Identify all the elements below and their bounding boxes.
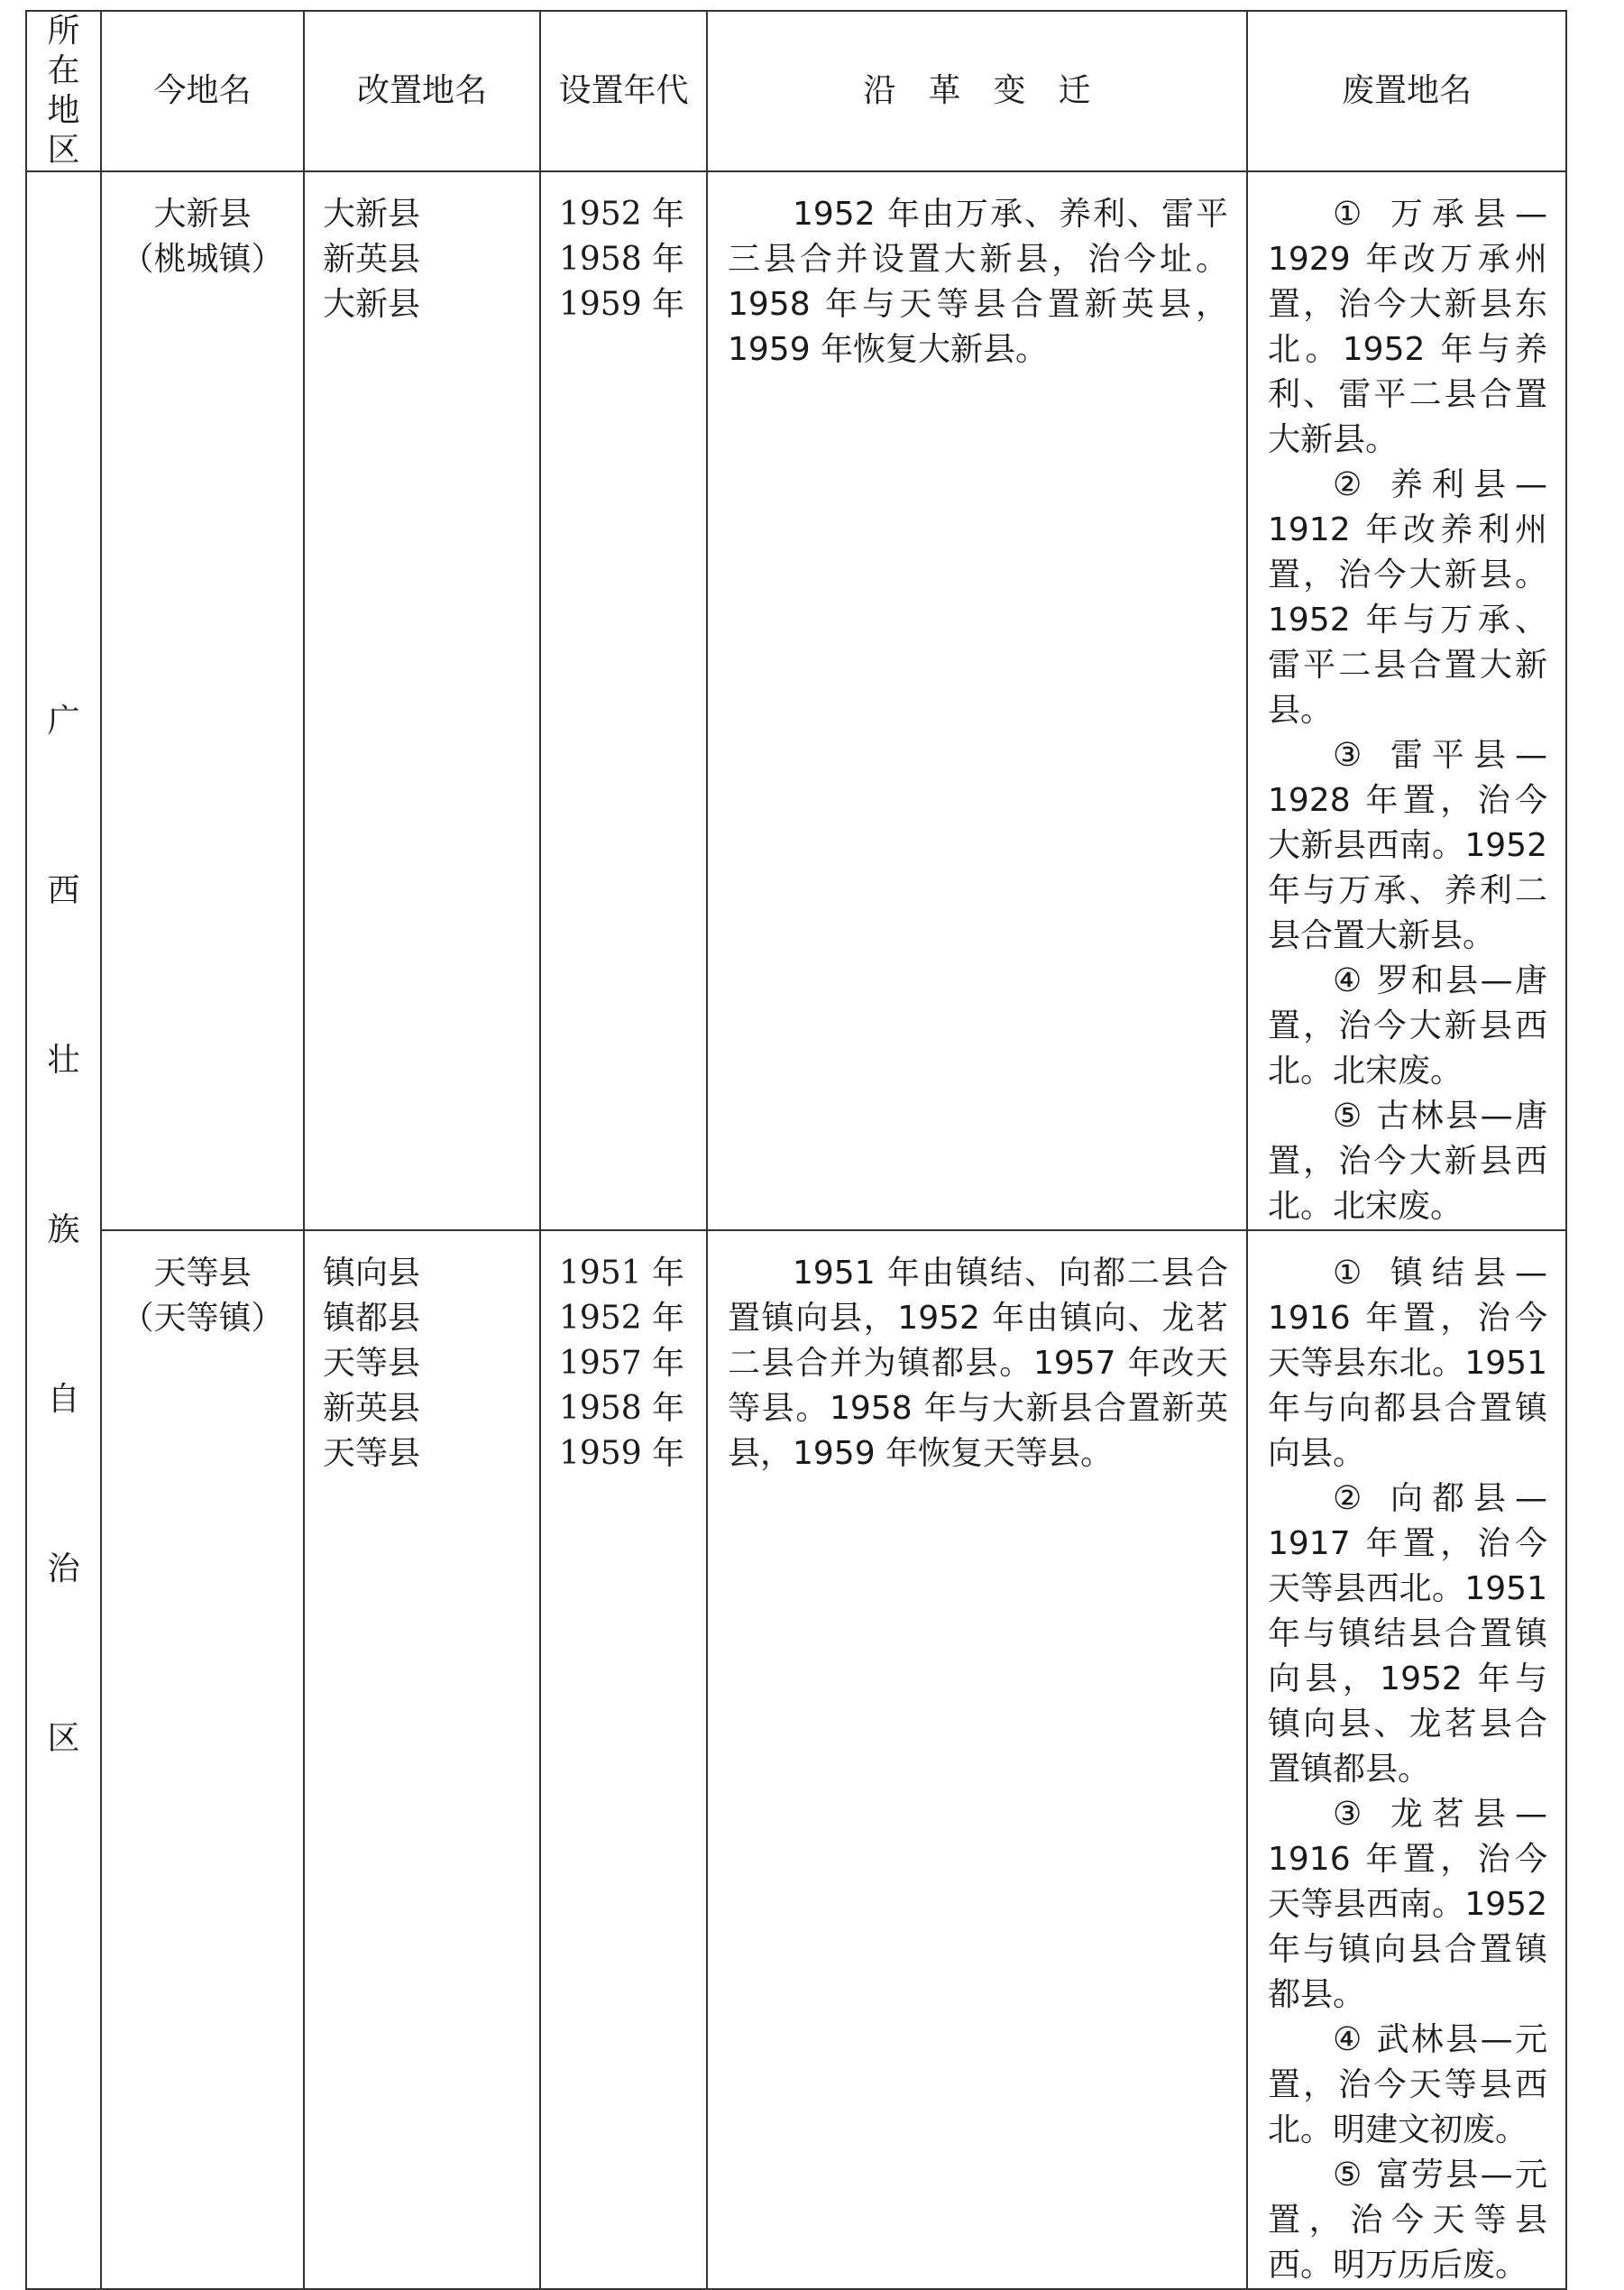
abolished-entry: ② 养利县—1912 年改养利州置，治今大新县。1952 年与万承、雷平二县合置大新县。 (1268, 466, 1547, 729)
current-name: 天等县 (153, 1255, 252, 1292)
renamed-name: 新英县 (323, 1390, 421, 1427)
renamed-name: 天等县 (323, 1435, 421, 1472)
renamed-name: 镇向县 (323, 1255, 421, 1292)
abolished-entry: ② 向都县—1917 年置，治今天等县西北。1951 年与镇结县合置镇向县，1952 年与镇向县、龙茗县合置镇都县。 (1268, 1480, 1547, 1788)
abolished-entry: ④ 罗和县—唐置，治今大新县西北。北宋废。 (1268, 962, 1547, 1090)
renamed-name: 天等县 (323, 1345, 421, 1382)
year-value: 1959 年 (559, 1435, 685, 1472)
table-row (26, 1230, 1566, 2289)
abolished-entry: ③ 雷平县—1928 年置，治今大新县西南。1952 年与万承、养利二县合置大新县。 (1268, 737, 1547, 954)
county-seat: （桃城镇） (121, 241, 284, 278)
year-cell (540, 1230, 707, 2289)
year-value: 1959 年 (559, 286, 685, 323)
header-row (26, 11, 1566, 171)
year-value: 1952 年 (559, 1300, 685, 1337)
history-cell (707, 1230, 1247, 2289)
header-current-name: 今地名 (101, 11, 304, 171)
renamed-cell (304, 171, 540, 1230)
renamed-name: 大新县 (323, 286, 421, 323)
abolished-cell (1247, 171, 1566, 1230)
abolished-cell (1247, 1230, 1566, 2289)
abolished-entry: ③ 龙茗县—1916 年置，治今天等县西南。1952 年与镇向县合置镇都县。 (1268, 1796, 1547, 2013)
county-seat: （天等镇） (121, 1300, 284, 1337)
year-cell (540, 171, 707, 1230)
renamed-cell (304, 1230, 540, 2289)
abolished-entry: ① 镇结县—1916 年置，治今天等县东北。1951 年与向都县合置镇向县。 (1268, 1255, 1547, 1472)
abolished-entry: ⑤ 富劳县—元置，治今天等县西。明万历后废。 (1268, 2157, 1547, 2284)
region-cell (26, 171, 101, 2289)
current-name-cell (101, 171, 304, 1230)
renamed-name: 新英县 (323, 241, 421, 278)
abolished-entry: ① 万承县—1929 年改万承州置，治今大新县东北。1952 年与养利、雷平二县合置大新县。 (1268, 196, 1547, 458)
current-name: 大新县 (153, 196, 252, 233)
region-char: 区 (47, 1720, 80, 1757)
year-value: 1957 年 (559, 1345, 685, 1382)
abolished-entry: ⑤ 古林县—唐置，治今大新县西北。北宋废。 (1268, 1098, 1547, 1225)
year-value: 1958 年 (559, 1390, 685, 1427)
current-name-cell (101, 1230, 304, 2289)
admin-division-table (25, 10, 1567, 2290)
region-char: 广 (47, 703, 80, 740)
header-renamed: 改置地名 (304, 11, 540, 171)
history-text: 1952 年由万承、养利、雷平三县合并设置大新县，治今址。1958 年与天等县合置新英县，1959 年恢复大新县。 (728, 196, 1228, 368)
renamed-name: 大新县 (323, 196, 421, 233)
table-row (26, 171, 1566, 1230)
region-char: 族 (47, 1211, 80, 1248)
header-history: 沿 革 变 迁 (707, 11, 1247, 171)
header-year: 设置年代 (540, 11, 707, 171)
header-region: 所在地区 (26, 11, 101, 171)
abolished-entry: ④ 武林县—元置，治今天等县西北。明建文初废。 (1268, 2021, 1547, 2148)
year-value: 1952 年 (559, 196, 685, 233)
header-abolished: 废置地名 (1247, 11, 1566, 171)
region-char: 自 (47, 1381, 80, 1418)
year-value: 1951 年 (559, 1255, 685, 1292)
year-value: 1958 年 (559, 241, 685, 278)
history-cell (707, 171, 1247, 1230)
renamed-name: 镇都县 (323, 1300, 421, 1337)
region-char: 治 (47, 1550, 80, 1587)
region-char: 西 (47, 872, 80, 909)
history-text: 1951 年由镇结、向都二县合置镇向县，1952 年由镇向、龙茗二县合并为镇都县。1957 年改天等县。1958 年与大新县合置新英县，1959 年恢复天等县。 (728, 1255, 1228, 1472)
region-char: 壮 (47, 1042, 80, 1079)
